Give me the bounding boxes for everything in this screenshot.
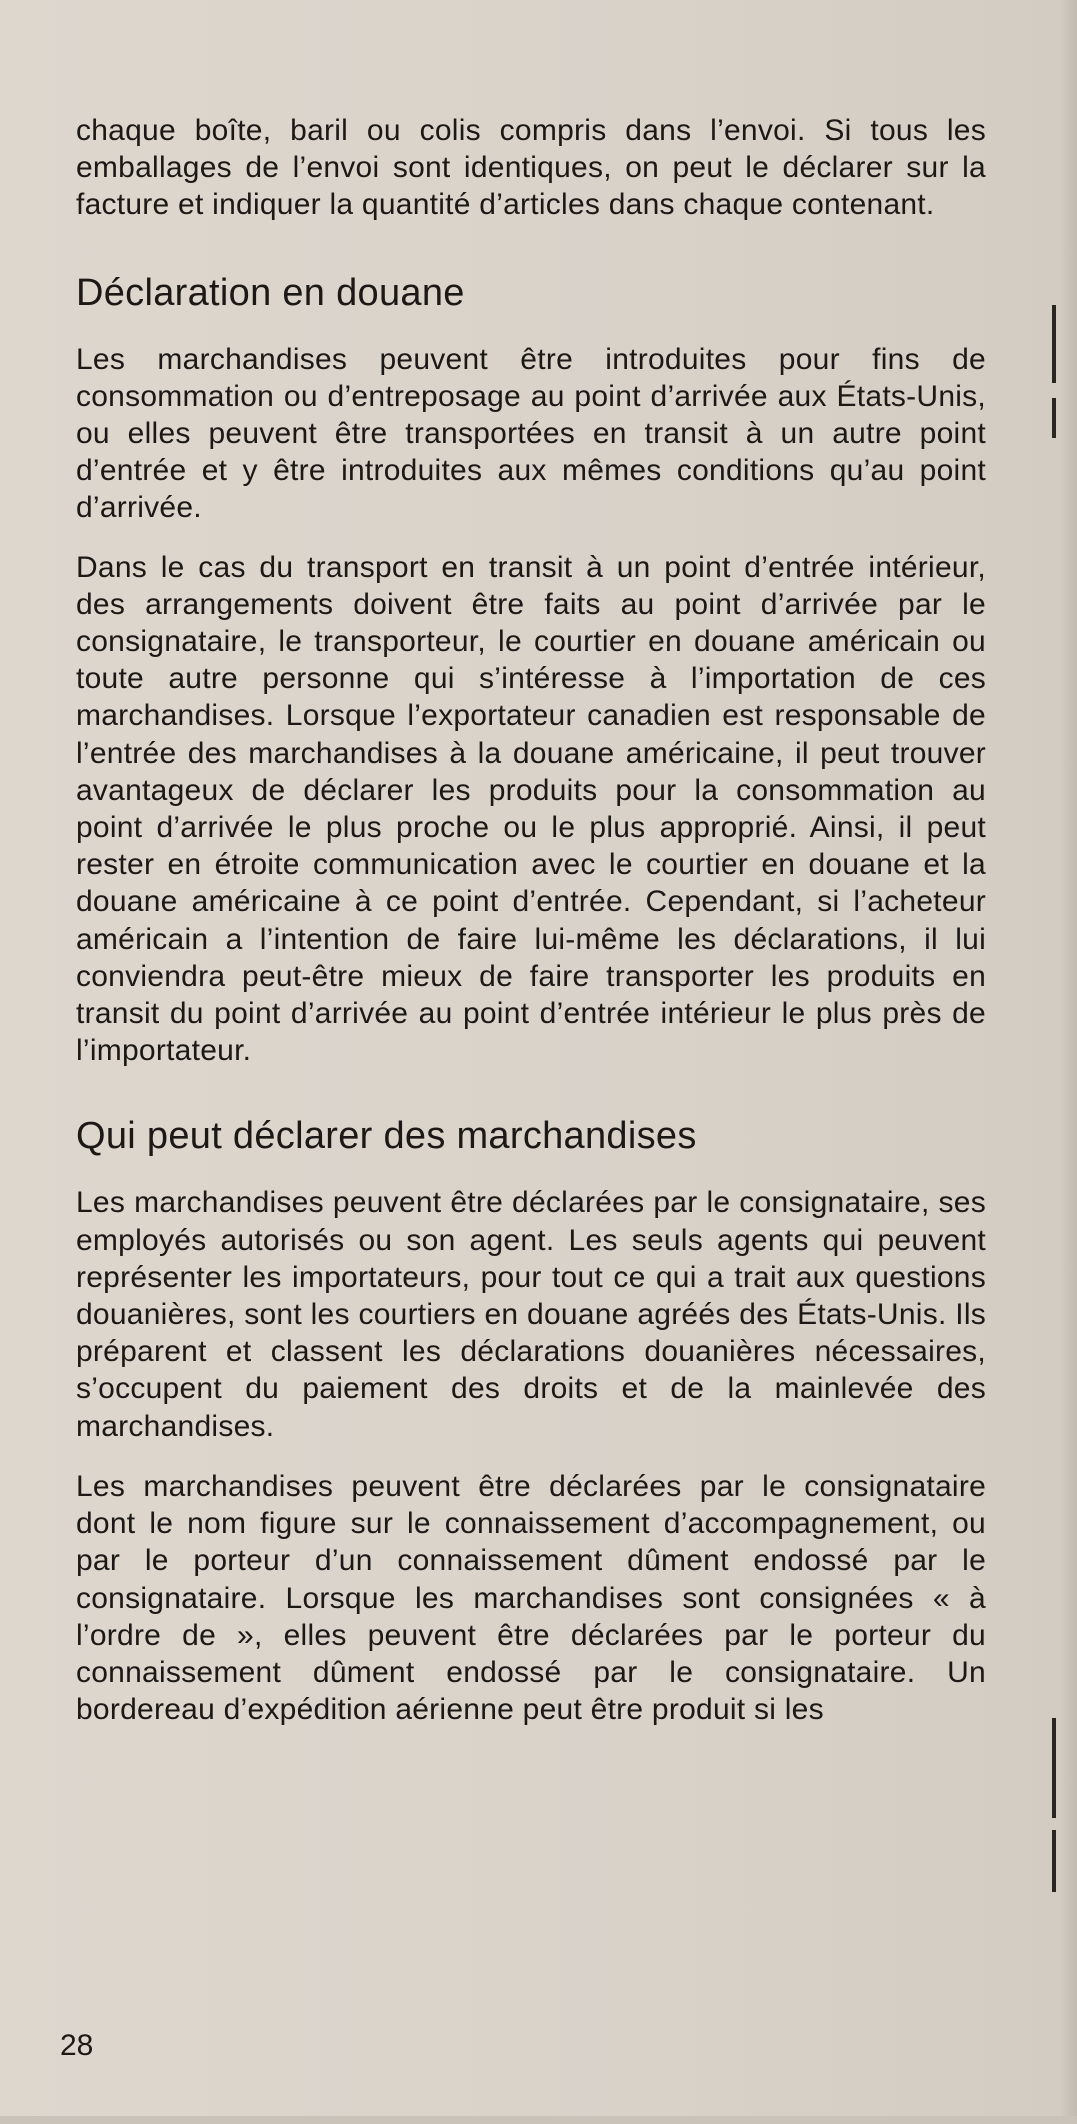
page-number: 28 <box>60 2029 94 2062</box>
binding-mark <box>1052 1830 1056 1892</box>
page-bottom-edge <box>0 2116 1077 2124</box>
page-content <box>76 112 986 1728</box>
paragraph: chaque boîte, baril ou colis compris dans l’envoi. Si tous les emballages de l’envoi sont identiques, on peut le déclarer sur la facture et indiquer la quantité d’articles dans chaque contenant. <box>76 114 986 222</box>
paragraph: Les marchandises peuvent être déclarées par le consignataire, ses employés autorisés ou son agent. Les seuls agents qui peuvent représenter les importateurs, pour tout ce qui a trait aux questions douanières, sont les courtiers en douane agréés des États-Unis. Ils préparent et classent les déclarations douanières nécessaires, s’occupent du paiement des droits et de la mainlevée des marchandises. <box>76 1186 986 1443</box>
section-heading: Déclaration en douane <box>76 271 465 314</box>
binding-mark <box>1052 305 1056 383</box>
binding-mark <box>1052 1718 1056 1818</box>
page-edge-shadow <box>1059 0 1077 2124</box>
paragraph: Les marchandises peuvent être déclarées par le consignataire dont le nom figure sur le connaissement d’accompagnement, ou par le porteur d’un connaissement dûment endossé par le consignataire. Lorsque les marchandises sont consignées « à l’ordre de », elles peuvent être déclarées par le porteur du connaissement dûment endossé par le consignataire. Un bordereau d’expédition aérienne peut être produit si les <box>76 1469 986 1727</box>
paragraph: Dans le cas du transport en transit à un point d’entrée intérieur, des arrangements doivent être faits au point d’arrivée par le consignataire, le transporteur, le courtier en douane américain ou toute autre personne qui s’intéresse à l’importation de ces marchandises. Lorsque l’exportateur canadien est responsable de l’entrée des marchandises à la douane américaine, il peut trouver avantageux de déclarer les produits pour la consommation au point d’arrivée le plus proche ou le plus approprié. Ainsi, il peut rester en étroite communication avec le courtier en douane et la douane américaine à ce point d’entrée. Cependant, si l’acheteur américain a l’intention de faire lui-même les déclarations, il lui conviendra peut-être mieux de faire transporter les produits en transit du point d’arrivée au point d’entrée intérieur le plus près de l’importateur. <box>76 550 986 1068</box>
section-heading: Qui peut déclarer des marchandises <box>76 1115 697 1158</box>
binding-mark <box>1052 398 1056 438</box>
paragraph: Les marchandises peuvent être introduites pour fins de consommation ou d’entreposage au point d’arrivée aux États-Unis, ou elles peuvent être transportées en transit à un autre point d’entrée et y être introduites aux mêmes conditions qu’au point d’arrivée. <box>76 342 986 525</box>
